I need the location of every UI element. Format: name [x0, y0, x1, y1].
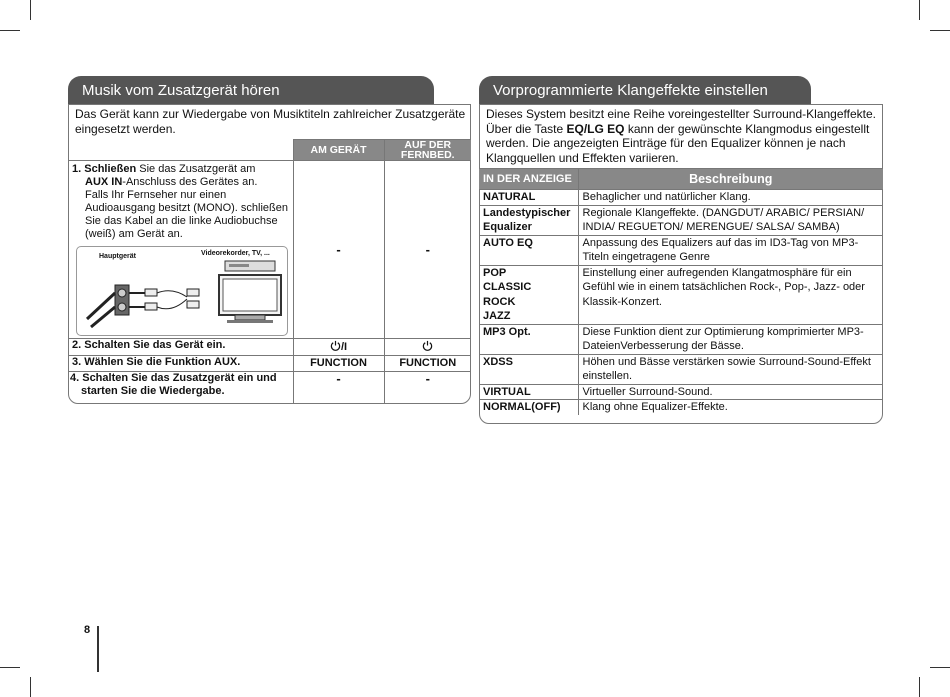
effect-desc: Virtueller Surround-Sound.: [578, 384, 883, 400]
step3-remote: FUNCTION: [384, 356, 471, 372]
effect-desc: Diese Funktion dient zur Optimierung komprimierter MP3-DateienVerbesserung der Bässe.: [578, 324, 883, 354]
effects-row: [479, 384, 883, 400]
effect-desc: Behaglicher und natürlicher Klang.: [578, 190, 883, 206]
effect-key: NORMAL(OFF): [479, 400, 578, 415]
effects-row: [479, 354, 883, 384]
effects-row: [479, 190, 883, 206]
step4-remote: -: [384, 372, 471, 404]
step4-device: -: [293, 372, 384, 404]
step1-device: -: [293, 161, 384, 339]
effects-row: [479, 235, 883, 265]
step1-bold1: Schließen: [84, 163, 137, 175]
step-3: 3. Wählen Sie die Funktion AUX.: [68, 356, 293, 372]
effects-row: [479, 324, 883, 354]
step2-device-label: /I: [340, 341, 348, 353]
crop-mark: [30, 0, 31, 20]
crop-mark: [930, 667, 950, 668]
right-section-title: Vorprogrammierte Klangeffekte einstellen: [479, 76, 811, 106]
effects-row: [479, 205, 883, 235]
step1-remote: -: [384, 161, 471, 339]
col-desc-header: Beschreibung: [578, 169, 883, 190]
effect-key: POP CLASSIC ROCK JAZZ: [479, 265, 578, 324]
step1-text2: -Anschluss des Gerätes an.: [122, 176, 258, 188]
effect-key: AUTO EQ: [479, 235, 578, 265]
step-2: 2. Schalten Sie das Gerät ein.: [68, 339, 293, 356]
right-intro: [486, 107, 876, 165]
power-icon: [422, 340, 433, 351]
illus-main-label: Hauptgerät: [99, 253, 136, 260]
effect-key: NATURAL: [479, 190, 578, 206]
left-section-title: Musik vom Zusatzgerät hören: [68, 76, 434, 106]
effect-key: XDSS: [479, 354, 578, 384]
effect-desc: Einstellung einer aufregenden Klangatmosphäre für ein Gefühl wie in einem tatsächlichen Rock-, Pop-, Jazz- oder Klassik-Konzert.: [578, 265, 883, 324]
step2-device: [293, 339, 384, 356]
col-remote-header: AUF DER FERNBED.: [384, 140, 471, 161]
effect-key: MP3 Opt.: [479, 324, 578, 354]
crop-mark: [0, 667, 20, 668]
connection-diagram: [77, 247, 287, 335]
connection-illustration: [76, 246, 288, 336]
effect-desc: Klang ohne Equalizer-Effekte.: [578, 400, 883, 415]
step1-bold2: AUX IN: [85, 176, 123, 188]
crop-mark: [930, 30, 950, 31]
sound-effects-table: [479, 168, 883, 415]
crop-mark: [0, 30, 20, 31]
step1-num: 1.: [72, 163, 82, 175]
left-intro: Das Gerät kann zur Wiedergabe von Musiktiteln zahlreicher Zusatzgeräte eingesetzt werden.: [75, 107, 466, 136]
effect-desc: Regionale Klangeffekte. (DANGDUT/ ARABIC/ PERSIAN/ INDIA/ REGUETON/ MERENGUE/ SALSA/ SAMBA): [578, 205, 883, 235]
effect-key: Landestypischer Equalizer: [479, 205, 578, 235]
page-bar: [97, 626, 99, 672]
effects-row: [479, 265, 883, 324]
effects-row: [479, 400, 883, 415]
effect-desc: Anpassung des Equalizers auf das im ID3-Tag von MP3-Titeln eingetragene Genre: [578, 235, 883, 265]
effect-desc: Höhen und Bässe verstärken sowie Surround-Sound-Effekt einstellen.: [578, 354, 883, 384]
step-4: 4. Schalten Sie das Zusatzgerät ein und starten Sie die Wiedergabe.: [68, 372, 293, 404]
crop-mark: [919, 677, 920, 697]
right-intro-1: Dieses System besitzt eine Reihe voreingestellter Surround-Klangeffekte. Über die Taste: [486, 107, 876, 136]
crop-mark: [919, 0, 920, 20]
page-number: 8: [84, 624, 91, 636]
col-display-header: IN DER ANZEIGE: [479, 169, 578, 190]
power-icon: [330, 340, 341, 351]
step1-text1: Sie das Zusatzgerät am: [136, 163, 256, 175]
right-intro-2: kann der gewünschte Klangmodus eingestellt werden. Die angezeigten Einträge für den Equalizer können je nach Klangquellen und Effekten variieren.: [486, 121, 870, 165]
step3-device: FUNCTION: [293, 356, 384, 372]
step2-remote: [384, 339, 471, 356]
col-device-header: AM GERÄT: [293, 140, 384, 161]
crop-mark: [30, 677, 31, 697]
effect-key: VIRTUAL: [479, 384, 578, 400]
right-intro-bold: EQ/LG EQ: [566, 121, 625, 136]
step1-text3: Falls Ihr Fernseher nur einen Audioausgang besitzt (MONO). schließen Sie das Kabel an die linke Audiobuchse (weiß) am Gerät an.: [85, 189, 288, 240]
illus-video-label: Videorekorder, TV, ...: [201, 250, 270, 257]
